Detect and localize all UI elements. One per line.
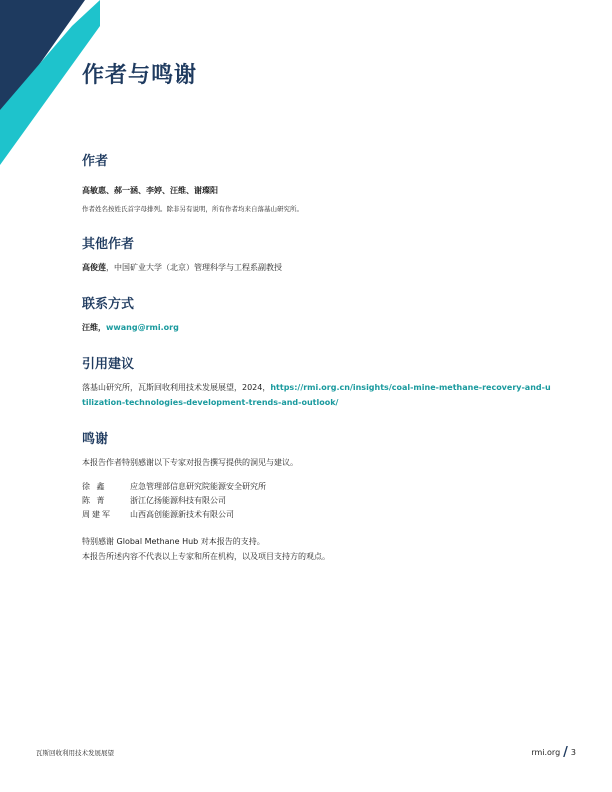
footer-site-link[interactable]: rmi.org xyxy=(531,748,561,757)
other-authors-section xyxy=(82,233,552,275)
contact-section xyxy=(82,293,552,335)
acknowledgments-disclaimer: 本报告所述内容不代表以上专家和所在机构，以及项目支持方的观点。 xyxy=(82,552,330,561)
citation-body: 落基山研究所，瓦斯回收利用技术发展展望，2024， xyxy=(82,383,271,392)
expert-row xyxy=(82,508,552,522)
expert-name: 徐 鑫 xyxy=(82,482,107,491)
citation-url-link[interactable]: https://rmi.org.cn/insights/coal-mine-methane-recovery-and-utilization-technologies-development-trends-and-outlook/ xyxy=(82,383,551,407)
acknowledgments-heading: 鸣谢 xyxy=(82,432,109,447)
expert-name: 周建军 xyxy=(82,510,112,519)
expert-org: 浙江亿扬能源科技有限公司 xyxy=(130,496,226,505)
expert-row xyxy=(82,480,552,494)
expert-org: 山西高创能源新技术有限公司 xyxy=(130,510,234,519)
other-author-affiliation: ，中国矿业大学（北京）管理科学与工程系副教授 xyxy=(106,263,282,272)
acknowledgments-section xyxy=(82,428,552,564)
citation-text xyxy=(82,380,552,410)
acknowledgments-intro: 本报告作者特别感谢以下专家对报告撰写提供的洞见与建议。 xyxy=(82,458,298,467)
other-author-name: 高俊莲 xyxy=(82,263,106,272)
main-content xyxy=(82,150,552,564)
contact-line xyxy=(82,320,552,335)
acknowledgments-thanks: 特别感谢 Global Methane Hub 对本报告的支持。 xyxy=(82,537,265,546)
authors-note: 作者姓名按姓氏首字母排列。除非另有说明，所有作者均来自落基山研究所。 xyxy=(82,205,303,213)
expert-row xyxy=(82,494,552,508)
footer-right xyxy=(531,745,576,760)
expert-org: 应急管理部信息研究院能源安全研究所 xyxy=(130,482,266,491)
page-number: 3 xyxy=(570,748,576,757)
other-author-line xyxy=(82,260,552,275)
citation-heading: 引用建议 xyxy=(82,357,135,372)
page-title: 作者与鸣谢 xyxy=(82,63,198,88)
authors-names: 高敏惠、郝一涵、李婷、汪维、谢璨阳 xyxy=(82,186,218,195)
slash-divider-icon: / xyxy=(563,745,568,760)
citation-section xyxy=(82,353,552,410)
other-authors-heading: 其他作者 xyxy=(82,237,135,252)
authors-section xyxy=(82,150,552,215)
contact-name: 汪维， xyxy=(82,323,106,332)
contact-heading: 联系方式 xyxy=(82,297,135,312)
authors-heading: 作者 xyxy=(82,154,109,169)
footer-report-title: 瓦斯回收利用技术发展展望 xyxy=(36,749,114,757)
expert-list xyxy=(82,480,552,522)
expert-name: 陈 菁 xyxy=(82,496,107,505)
contact-email-link[interactable]: wwang@rmi.org xyxy=(106,323,179,332)
